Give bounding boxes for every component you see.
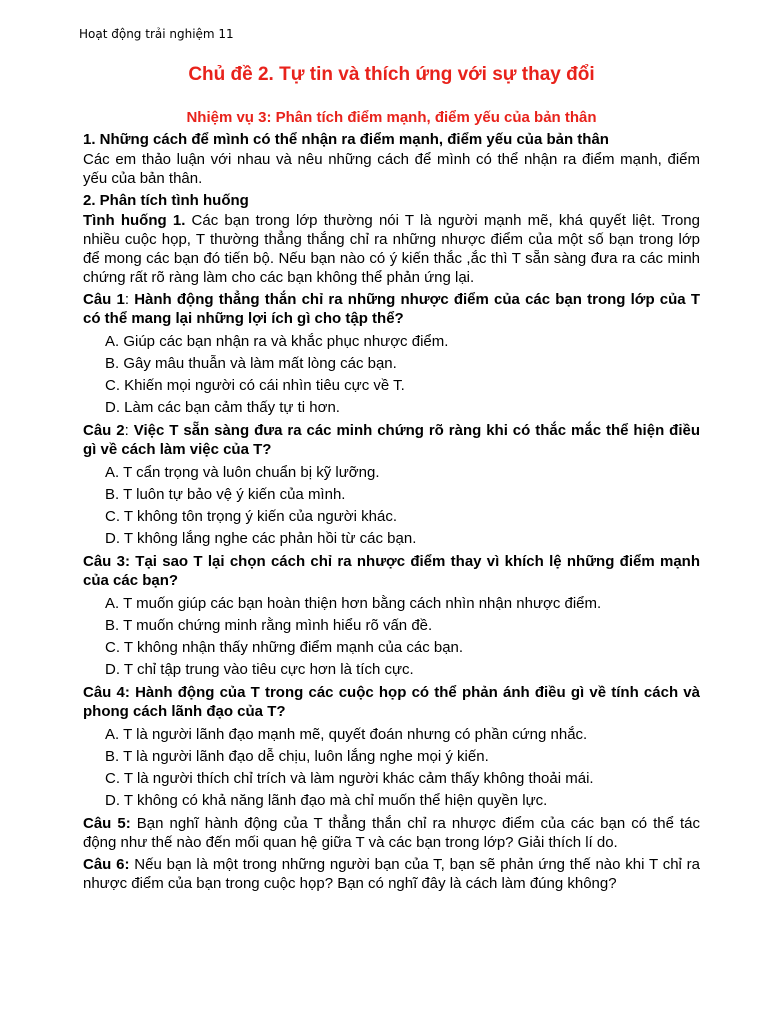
question-4-text: Hành động của T trong các cuộc họp có thể phản ánh điều gì về tính cách và phong cách lãnh đạo của T? [83, 684, 700, 720]
question-4-options [83, 724, 700, 812]
option-d: D. T không có khả năng lãnh đạo mà chỉ muốn thể hiện quyền lực. [105, 792, 548, 809]
question-2-text: Việc T sẵn sàng đưa ra các minh chứng rõ ràng khi có thắc mắc thể hiện điều gì về cách làm việc của T? [83, 422, 701, 458]
question-1 [83, 290, 700, 328]
task-subtitle: Nhiệm vụ 3: Phân tích điểm mạnh, điểm yếu của bản thân [186, 109, 597, 126]
section-1-heading: 1. Những cách để mình có thể nhận ra điểm mạnh, điểm yếu của bản thân [83, 131, 609, 148]
question-3 [83, 552, 700, 590]
question-3-sep: : [124, 553, 136, 570]
situation-text: Các bạn trong lớp thường nói T là người mạnh mẽ, khá quyết liệt. Trong nhiều cuộc họp, T thường thẳng thắng chỉ ra những nhược điểm của một số bạn trong lớp để mong các bạn đó tiến bộ. Nếu bạn nào có ý kiến thắc ,ắc thì T sẵn sàng đưa ra các minh chứng rất rõ ràng làm cho các bạn không thể phản ứng lại. [83, 212, 700, 286]
option-c: C. T là người thích chỉ trích và làm người khác cảm thấy không thoải mái. [105, 770, 594, 787]
option-b: B. Gây mâu thuẫn và làm mất lòng các bạn. [105, 355, 397, 372]
option-b: B. T muốn chứng minh rằng mình hiểu rõ vấn đề. [105, 617, 433, 634]
situation-paragraph [83, 211, 700, 287]
question-5 [83, 814, 700, 852]
question-4-label: Câu 4 [83, 684, 125, 701]
question-1-text: Hành động thẳng thắn chỉ ra những nhược điểm của các bạn trong lớp của T có thể mang lại những lợi ích gì cho tập thể? [83, 291, 700, 327]
option-a: A. T cẩn trọng và luôn chuẩn bị kỹ lưỡng. [105, 464, 380, 481]
option-d: D. Làm các bạn cảm thấy tự ti hơn. [105, 399, 340, 416]
question-5-text: Bạn nghĩ hành động của T thẳng thắn chỉ ra nhược điểm của các bạn có thể tác động như thế nào đến mối quan hệ giữa T và các bạn trong lớp? Giải thích lí do. [83, 815, 700, 851]
question-4 [83, 683, 700, 721]
page-title: Chủ đề 2. Tự tin và thích ứng với sự thay đổi [188, 64, 595, 85]
option-d: D. T không lắng nghe các phản hồi từ các bạn. [105, 530, 417, 547]
question-2-label: Câu 2 [83, 422, 125, 439]
option-b: B. T là người lãnh đạo dễ chịu, luôn lắng nghe mọi ý kiến. [105, 748, 489, 765]
question-3-text: Tại sao T lại chọn cách chỉ ra nhược điểm thay vì khích lệ những điểm mạnh của các bạn? [83, 553, 700, 589]
question-1-label: Câu 1 [83, 291, 125, 308]
question-1-sep: : [124, 291, 135, 308]
section-1-text: Các em thảo luận với nhau và nêu những cách để mình có thể nhận ra điểm mạnh, điểm yếu của bản thân. [83, 151, 700, 187]
question-6-label: Câu 6: [83, 856, 130, 873]
option-c: C. T không tôn trọng ý kiến của người khác. [105, 508, 397, 525]
question-4-sep: : [124, 684, 136, 701]
question-5-label: Câu 5: [83, 815, 131, 832]
question-2-options [83, 462, 700, 550]
question-3-options [83, 593, 700, 681]
option-c: C. Khiến mọi người có cái nhìn tiêu cực về T. [105, 377, 405, 394]
option-b: B. T luôn tự bảo vệ ý kiến của mình. [105, 486, 346, 503]
section-2-heading: 2. Phân tích tình huống [83, 192, 249, 209]
question-2-sep: : [124, 422, 134, 439]
option-c: C. T không nhận thấy những điểm mạnh của các bạn. [105, 639, 464, 656]
question-3-label: Câu 3 [83, 553, 125, 570]
question-6-text: Nếu bạn là một trong những người bạn của T, bạn sẽ phản ứng thế nào khi T chỉ ra nhược điểm của bạn trong cuộc họp? Bạn có nghĩ đây là cách làm đúng không? [83, 856, 701, 892]
option-a: A. T muốn giúp các bạn hoàn thiện hơn bằng cách nhìn nhận nhược điểm. [105, 595, 602, 612]
option-a: A. Giúp các bạn nhận ra và khắc phục nhược điểm. [105, 333, 449, 350]
situation-label: Tình huống 1. [83, 212, 186, 229]
question-6 [83, 855, 700, 893]
option-a: A. T là người lãnh đạo mạnh mẽ, quyết đoán nhưng có phần cứng nhắc. [105, 726, 588, 743]
question-2 [83, 421, 700, 459]
option-d: D. T chỉ tập trung vào tiêu cực hơn là tích cực. [105, 661, 414, 678]
page-header: Hoạt động trải nghiệm 11 [79, 27, 234, 41]
question-1-options [83, 331, 700, 419]
document-body [83, 62, 700, 896]
